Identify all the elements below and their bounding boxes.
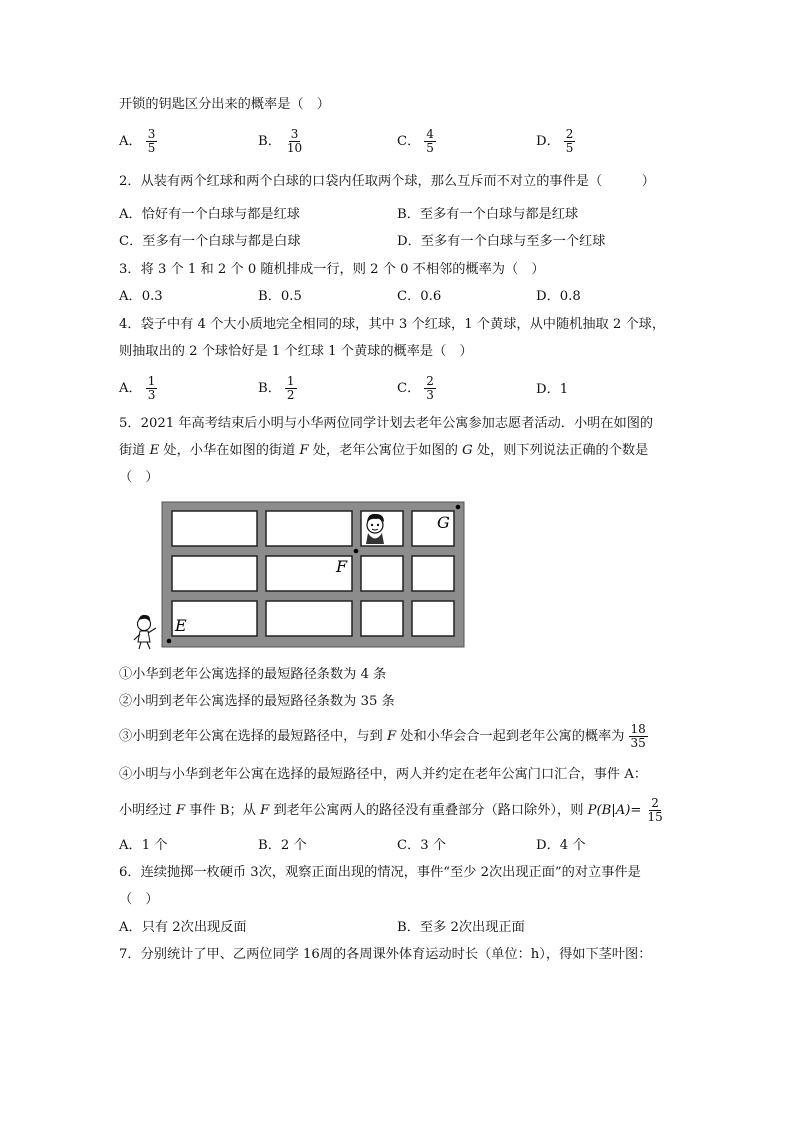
q5-option-d: D．4 个 — [536, 838, 586, 853]
option-value: 1 — [559, 382, 569, 397]
option-letter: B． — [258, 134, 281, 149]
q5-option-b: B．2 个 — [258, 838, 307, 853]
text-fragment: 街道 — [119, 443, 150, 458]
q4-option-b — [258, 375, 297, 402]
text-fragment: 到老年公寓两人的路径没有重叠部分（路口除外），则 — [269, 803, 588, 818]
block — [361, 601, 403, 636]
block — [172, 511, 257, 546]
point-label: G — [462, 443, 473, 458]
fraction — [424, 128, 436, 155]
point-label: F — [386, 729, 397, 744]
elderly-person-icon — [366, 514, 384, 544]
block — [172, 556, 257, 591]
label-g: G — [437, 513, 450, 532]
block — [266, 601, 352, 636]
q3-option-b: B．0.5 — [258, 289, 302, 304]
text-fragment: 处，老年公寓位于如图的 — [308, 443, 463, 458]
q1-option-d — [536, 128, 575, 155]
q6-option-b: B．至多 2次出现正面 — [397, 920, 525, 935]
numerator: 3 — [147, 127, 156, 141]
q5-statement-4-line2 — [119, 797, 665, 824]
point-e-dot — [167, 639, 172, 644]
q5-stem-line2 — [119, 442, 648, 460]
q3-stem: 3．将 3 个 1 和 2 个 0 随机排成一行，则 2 个 0 不相邻的概率为（ ） — [119, 262, 545, 277]
q2-option-b: B．至多有一个白球与都是红球 — [397, 207, 579, 222]
text-fragment: 处，则下列说法正确的个数是 — [472, 443, 649, 458]
option-letter: C． — [397, 134, 421, 149]
q1-option-a — [119, 128, 157, 155]
option-letter: C． — [397, 381, 421, 396]
q4-option-d — [536, 381, 568, 399]
block — [412, 556, 454, 591]
denominator: 5 — [147, 141, 156, 155]
denominator: 3 — [147, 388, 156, 402]
fraction — [629, 723, 648, 750]
numerator: 1 — [147, 374, 156, 388]
q5-statement-3 — [119, 723, 648, 750]
q4-option-c — [397, 375, 436, 402]
fraction — [285, 128, 304, 155]
numerator: 2 — [565, 127, 574, 141]
q4-option-a — [119, 375, 157, 402]
q5-option-c: C．3 个 — [397, 838, 447, 853]
probability-expression: P(B|A)= — [587, 803, 642, 818]
q5-statement-2: ②小明到老年公寓选择的最短路径条数为 35 条 — [119, 694, 395, 709]
q5-statement-4-line1: ④小明与小华到老年公寓在选择的最短路径中，两人并约定在老年公寓门口汇合，事件 A： — [119, 767, 648, 782]
denominator: 35 — [630, 736, 646, 750]
point-label: F — [260, 803, 270, 818]
numerator: 3 — [290, 127, 299, 141]
fraction — [285, 375, 297, 402]
denominator: 5 — [565, 141, 574, 155]
q6-stem-line1: 6．连续抛掷一枚硬币 3次，观察正面出现的情况，事件“至少 2次出现正面”的对立事件是 — [119, 865, 641, 880]
denominator: 2 — [286, 388, 295, 402]
text-fragment: 小明经过 — [119, 803, 176, 818]
q2-option-a: A．恰好有一个白球与都是红球 — [119, 207, 300, 222]
point-label: E — [149, 443, 160, 458]
q4-stem-line1: 4．袋子中有 4 个大小质地完全相同的球，其中 3 个红球，1 个黄球，从中随机抽取 2 个球， — [119, 317, 666, 332]
point-g-dot — [456, 505, 461, 510]
q2-stem: 2．从装有两个红球和两个白球的口袋内任取两个球，那么互斥而不对立的事件是（ ） — [119, 174, 655, 189]
denominator: 3 — [426, 388, 434, 402]
block — [266, 511, 352, 546]
block — [361, 556, 403, 591]
q3-option-d: D．0.8 — [536, 289, 581, 304]
option-letter: D． — [536, 134, 560, 149]
text-fragment: 处和小华会合一起到老年公寓的概率为 — [396, 729, 625, 744]
q7-stem: 7．分别统计了甲、乙两位同学 16周的各周课外体育运动时长（单位：h），得如下茎叶图： — [119, 947, 652, 962]
numerator: 18 — [630, 722, 646, 736]
q2-option-d: D．至多有一个白球与至多一个红球 — [397, 234, 606, 249]
numerator: 2 — [651, 796, 659, 810]
numerator: 1 — [286, 374, 295, 388]
fraction — [146, 128, 158, 155]
q1-option-c — [397, 128, 436, 155]
text-fragment: ③小明到老年公寓在选择的最短路径中，与到 — [119, 729, 387, 744]
numerator: 2 — [426, 374, 434, 388]
question-continuation: 开锁的钥匙区分出来的概率是（ ） — [119, 97, 330, 112]
q6-stem-line2: （ ） — [119, 892, 159, 907]
option-letter: A． — [119, 134, 142, 149]
option-letter: D． — [536, 382, 560, 397]
denominator: 15 — [647, 810, 663, 824]
fraction — [424, 375, 436, 402]
q5-stem-line1: 5．2021 年高考结束后小明与小华两位同学计划去老年公寓参加志愿者活动．小明在如图的 — [119, 416, 654, 431]
street-map-figure — [132, 500, 467, 652]
q3-option-a: A．0.3 — [119, 289, 163, 304]
q2-option-c: C．至多有一个白球与都是白球 — [119, 234, 301, 249]
point-label: F — [175, 803, 186, 818]
option-letter: B． — [258, 381, 281, 396]
q5-statement-1: ①小华到老年公寓选择的最短路径条数为 4 条 — [119, 667, 387, 682]
fraction — [564, 128, 576, 155]
block — [412, 601, 454, 636]
text-fragment: 事件 B；从 — [185, 803, 261, 818]
q4-stem-line2: 则抽取出的 2 个球恰好是 1 个红球 1 个黄球的概率是（ ） — [119, 344, 473, 359]
text-fragment: 处，小华在如图的街道 — [159, 443, 300, 458]
fraction — [645, 797, 664, 824]
point-label: F — [299, 443, 309, 458]
q5-option-a: A．1 个 — [119, 838, 168, 853]
numerator: 4 — [426, 127, 434, 141]
denominator: 5 — [426, 141, 434, 155]
denominator: 10 — [286, 141, 303, 155]
point-f-dot — [354, 549, 359, 554]
q5-stem-line3: （ ） — [119, 470, 159, 485]
q3-option-c: C．0.6 — [397, 289, 442, 304]
option-letter: A． — [119, 381, 142, 396]
label-e: E — [175, 616, 187, 635]
fraction — [146, 375, 158, 402]
label-f: F — [336, 557, 348, 576]
boy-icon — [134, 615, 156, 649]
q1-option-b — [258, 128, 304, 155]
q6-option-a: A．只有 2次出现反面 — [119, 920, 247, 935]
